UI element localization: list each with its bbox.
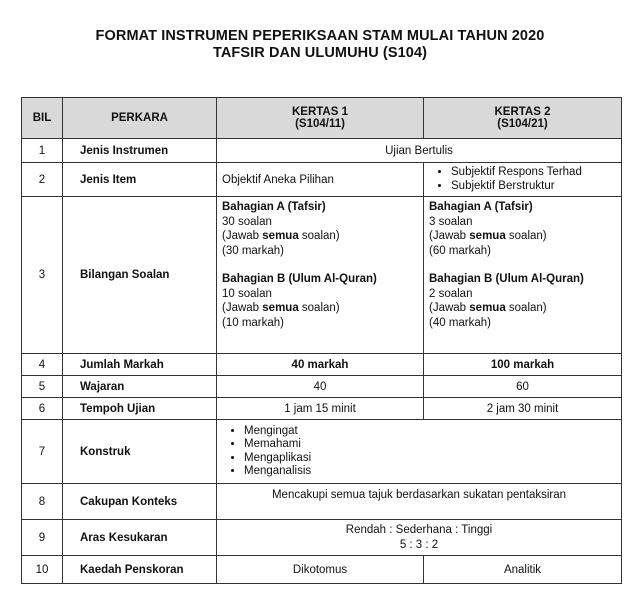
table-row [22, 420, 622, 484]
section-a-count: 3 soalan [429, 215, 473, 228]
section-a-marks: (60 markah) [429, 244, 491, 257]
section-a-marks: (30 markah) [222, 244, 284, 257]
list-item: • Memahami [244, 438, 616, 452]
konstruk-list [222, 425, 616, 479]
section-b-marks: (40 markah) [429, 316, 491, 329]
row-number: 5 [22, 376, 63, 398]
table-header-row [22, 98, 622, 139]
table-row [22, 520, 622, 556]
table-row [22, 376, 622, 398]
row-label: Konstruk [63, 420, 217, 484]
section-b-heading: Bahagian B (Ulum Al-Quran) [222, 273, 377, 285]
row-number: 1 [22, 139, 63, 163]
section-a-heading: Bahagian A (Tafsir) [429, 201, 533, 213]
wajaran-kertas2: 60 [424, 376, 622, 398]
row-number: 10 [22, 556, 63, 584]
jenis-item-list [429, 166, 616, 193]
section-b-count: 10 soalan [222, 287, 272, 300]
row-label: Tempoh Ujian [63, 398, 217, 420]
jumlah-markah-kertas1: 40 markah [217, 354, 424, 376]
section-b-marks: (10 markah) [222, 316, 284, 329]
row-number: 8 [22, 484, 63, 520]
row-label: Wajaran [63, 376, 217, 398]
table-row [22, 398, 622, 420]
jenis-instrumen-value: Ujian Bertulis [217, 139, 622, 163]
header-kertas2-code: (S104/21) [497, 118, 548, 130]
row-number: 9 [22, 520, 63, 556]
list-item: • Subjektif Berstruktur [451, 180, 616, 194]
bilangan-soalan-kertas2 [424, 197, 622, 354]
header-kertas1-code: (S104/11) [295, 118, 345, 130]
list-item: • Mengingat [244, 425, 616, 439]
table-row [22, 484, 622, 520]
section-a-instruction: (Jawab semua soalan) [222, 230, 340, 242]
header-kertas2-label: KERTAS 2 [494, 106, 551, 118]
instrument-format-table [21, 97, 622, 584]
header-bil: BIL [22, 98, 63, 139]
header-kertas1 [217, 98, 424, 139]
cakupan-konteks-value: Mencakupi semua tajuk berdasarkan sukatan pentaksiran [217, 484, 622, 520]
section-a-heading: Bahagian A (Tafsir) [222, 201, 326, 213]
list-item: • Subjektif Respons Terhad [451, 166, 616, 180]
list-item: • Menganalisis [244, 465, 616, 479]
row-number: 3 [22, 197, 63, 354]
bilangan-soalan-kertas1 [217, 197, 424, 354]
jumlah-markah-kertas2: 100 markah [424, 354, 622, 376]
kaedah-penskoran-kertas1: Dikotomus [217, 556, 424, 584]
row-label: Kaedah Penskoran [63, 556, 217, 584]
document-subtitle: TAFSIR DAN ULUMUHU (S104) [212, 45, 428, 61]
jenis-item-kertas1: Objektif Aneka Pilihan [217, 163, 424, 197]
table-row [22, 197, 622, 354]
tempoh-ujian-kertas1: 1 jam 15 minit [217, 398, 424, 420]
list-item: • Mengaplikasi [244, 452, 616, 466]
row-label: Aras Kesukaran [63, 520, 217, 556]
konstruk-value [217, 420, 622, 484]
kaedah-penskoran-kertas2: Analitik [424, 556, 622, 584]
row-number: 4 [22, 354, 63, 376]
table-row [22, 354, 622, 376]
header-kertas1-label: KERTAS 1 [291, 106, 349, 118]
tempoh-ujian-kertas2: 2 jam 30 minit [424, 398, 622, 420]
row-label: Bilangan Soalan [63, 197, 217, 354]
section-b-instruction: (Jawab semua soalan) [429, 302, 547, 314]
table-row [22, 139, 622, 163]
aras-kesukaran-ratio: 5 : 3 : 2 [399, 538, 439, 551]
aras-kesukaran-value [217, 520, 622, 556]
table-row [22, 163, 622, 197]
section-b-count: 2 soalan [429, 287, 473, 300]
section-b-instruction: (Jawab semua soalan) [222, 302, 340, 314]
section-a-instruction: (Jawab semua soalan) [429, 230, 547, 242]
header-perkara: PERKARA [63, 98, 217, 139]
row-label: Jenis Item [63, 163, 217, 197]
section-a-count: 30 soalan [222, 215, 272, 228]
header-kertas2 [424, 98, 622, 139]
row-number: 2 [22, 163, 63, 197]
wajaran-kertas1: 40 [217, 376, 424, 398]
row-label: Jumlah Markah [63, 354, 217, 376]
row-label: Jenis Instrumen [63, 139, 217, 163]
document-title: FORMAT INSTRUMEN PEPERIKSAAN STAM MULAI TAHUN 2020 [95, 28, 545, 44]
section-b-heading: Bahagian B (Ulum Al-Quran) [429, 273, 584, 285]
aras-kesukaran-labels: Rendah : Sederhana : Tinggi [345, 523, 493, 536]
table-row [22, 556, 622, 584]
row-number: 6 [22, 398, 63, 420]
row-number: 7 [22, 420, 63, 484]
jenis-item-kertas2 [424, 163, 622, 197]
row-label: Cakupan Konteks [63, 484, 217, 520]
